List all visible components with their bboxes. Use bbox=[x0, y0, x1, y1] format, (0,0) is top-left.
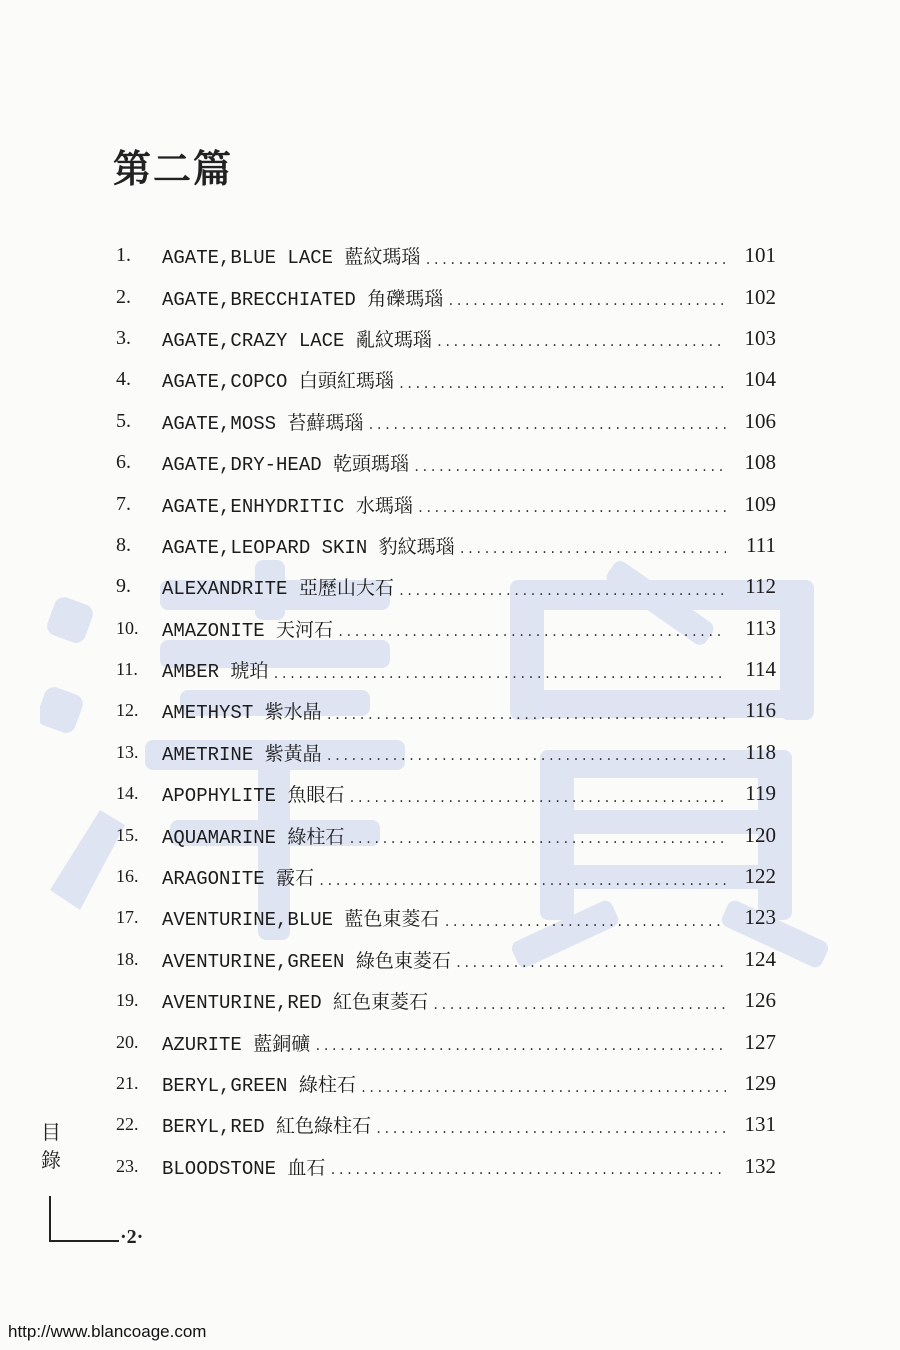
toc-entry-page: 124 bbox=[744, 946, 776, 971]
toc-entry[interactable] bbox=[116, 1104, 776, 1145]
toc-entry-number: 22. bbox=[116, 1114, 139, 1135]
toc-entry[interactable] bbox=[116, 690, 776, 731]
toc-entry-number: 10. bbox=[116, 617, 139, 638]
toc-entry-title: BERYL,GREEN 綠柱石 bbox=[162, 1075, 356, 1097]
toc-leader-dots bbox=[424, 253, 726, 267]
toc-entry-page: 112 bbox=[745, 574, 776, 599]
toc-entry[interactable] bbox=[116, 318, 776, 359]
toc-entry-number: 12. bbox=[116, 700, 139, 721]
toc-entry-title: ARAGONITE 霰石 bbox=[162, 868, 315, 891]
toc-entry-page: 119 bbox=[745, 781, 776, 806]
toc-entry-title: AGATE,BLUE LACE 藍紋瑪瑙 bbox=[162, 247, 421, 270]
toc-entry-title: BLOODSTONE 血石 bbox=[162, 1157, 326, 1180]
toc-entry[interactable] bbox=[116, 483, 776, 524]
toc-entry-number: 7. bbox=[116, 492, 131, 515]
toc-leader-dots bbox=[398, 584, 726, 598]
side-label-char: 錄 bbox=[41, 1148, 61, 1172]
toc-leader-dots bbox=[367, 418, 726, 432]
toc-entry-page: 111 bbox=[746, 532, 776, 557]
toc-entry-title: AGATE,COPCO 白頭紅瑪瑙 bbox=[162, 371, 394, 394]
toc-entry[interactable] bbox=[116, 980, 776, 1021]
toc-entry-number: 15. bbox=[116, 824, 139, 845]
toc-entry-title: AMAZONITE 天河石 bbox=[162, 619, 334, 642]
toc-entry-number: 11. bbox=[116, 659, 138, 680]
toc-entry-number: 13. bbox=[116, 741, 139, 762]
toc-leader-dots bbox=[455, 956, 726, 970]
toc-entry-page: 108 bbox=[744, 450, 776, 475]
toc-leader-dots bbox=[413, 460, 726, 474]
toc-entry[interactable] bbox=[116, 442, 776, 483]
side-label-char: 目 bbox=[41, 1120, 61, 1144]
toc-entry[interactable] bbox=[116, 235, 776, 276]
page-number: ·2· bbox=[120, 1226, 144, 1248]
toc-entry-number: 6. bbox=[116, 451, 131, 474]
toc-entry-page: 132 bbox=[744, 1153, 776, 1178]
toc-entry-page: 109 bbox=[744, 491, 776, 516]
toc-entry-title: AVENTURINE,GREEN 綠色東菱石 bbox=[162, 950, 451, 973]
toc-entry[interactable] bbox=[116, 732, 776, 773]
toc-entry-title: AGATE,CRAZY LACE 亂紋瑪瑙 bbox=[162, 329, 432, 352]
toc-leader-dots bbox=[272, 667, 726, 681]
toc-entry-page: 103 bbox=[744, 325, 776, 350]
toc-entry-number: 20. bbox=[116, 1031, 139, 1052]
toc-entry-page: 113 bbox=[745, 615, 776, 640]
toc-entry-page: 101 bbox=[744, 243, 776, 268]
toc-entry-number: 9. bbox=[116, 575, 131, 598]
toc-entry-page: 114 bbox=[745, 657, 776, 682]
toc-entry-title: AGATE,DRY-HEAD 乾頭瑪瑙 bbox=[162, 454, 410, 477]
toc-entry-number: 14. bbox=[116, 783, 139, 804]
toc-leader-dots bbox=[398, 377, 726, 391]
toc-leader-dots bbox=[348, 832, 726, 846]
toc-entry-number: 16. bbox=[116, 866, 139, 887]
toc-leader-dots bbox=[432, 998, 726, 1012]
toc-entry[interactable] bbox=[116, 939, 776, 980]
toc-entry[interactable] bbox=[116, 1146, 776, 1187]
toc-leader-dots bbox=[314, 1039, 726, 1053]
toc-entry[interactable] bbox=[116, 525, 776, 566]
toc-entry-title: AGATE,ENHYDRITIC 水瑪瑙 bbox=[162, 495, 413, 518]
toc-entry-page: 131 bbox=[744, 1112, 776, 1137]
corner-rule-vertical bbox=[49, 1196, 51, 1242]
toc-entry-page: 116 bbox=[745, 698, 776, 723]
toc-entry-page: 122 bbox=[744, 864, 776, 889]
toc-entry-title: AGATE,LEOPARD SKIN 豹紋瑪瑙 bbox=[162, 536, 455, 559]
toc-entry-page: 106 bbox=[744, 408, 776, 433]
toc-leader-dots bbox=[375, 1122, 726, 1136]
toc-entry-page: 127 bbox=[744, 1029, 776, 1054]
toc-entry[interactable] bbox=[116, 814, 776, 855]
toc-leader-dots bbox=[447, 294, 726, 308]
toc-entry-number: 17. bbox=[116, 907, 139, 928]
toc-entry[interactable] bbox=[116, 359, 776, 400]
toc-entry-page: 102 bbox=[744, 284, 776, 309]
toc-entry-page: 126 bbox=[744, 988, 776, 1013]
toc-entry-title: ALEXANDRITE 亞歷山大石 bbox=[162, 578, 394, 601]
toc-leader-dots bbox=[329, 1163, 726, 1177]
toc-leader-dots bbox=[436, 335, 726, 349]
toc-leader-dots bbox=[337, 625, 726, 639]
toc-entry-title: AVENTURINE,BLUE 藍色東菱石 bbox=[162, 909, 440, 932]
toc-entry-page: 104 bbox=[744, 367, 776, 392]
toc-entry-number: 2. bbox=[116, 285, 131, 308]
toc-leader-dots bbox=[417, 501, 726, 515]
toc-entry-page: 123 bbox=[744, 905, 776, 930]
toc-entry-number: 19. bbox=[116, 990, 139, 1011]
toc-entry[interactable] bbox=[116, 1063, 776, 1104]
toc-entry-title: AGATE,BRECCHIATED 角礫瑪瑙 bbox=[162, 288, 444, 311]
toc-entry-number: 5. bbox=[116, 409, 131, 432]
toc-entry[interactable] bbox=[116, 649, 776, 690]
corner-rule-horizontal bbox=[49, 1240, 119, 1242]
side-label-contents bbox=[38, 1118, 64, 1174]
toc-entry-number: 23. bbox=[116, 1155, 139, 1176]
toc-leader-dots bbox=[443, 915, 726, 929]
toc-entry-number: 4. bbox=[116, 368, 131, 391]
toc-entry-title: BERYL,RED 紅色綠柱石 bbox=[162, 1116, 372, 1139]
toc-entry-title: AGATE,MOSS 苔蘚瑪瑙 bbox=[162, 412, 364, 435]
toc-leader-dots bbox=[348, 791, 726, 805]
toc-entry-title: APOPHYLITE 魚眼石 bbox=[162, 785, 345, 808]
toc-entry[interactable] bbox=[116, 856, 776, 897]
table-of-contents bbox=[116, 235, 776, 1187]
toc-entry[interactable] bbox=[116, 566, 776, 607]
toc-entry-title: AZURITE 藍銅礦 bbox=[162, 1033, 311, 1056]
toc-entry-number: 3. bbox=[116, 326, 131, 349]
toc-entry-title: AMBER 琥珀 bbox=[162, 661, 269, 684]
toc-entry-number: 21. bbox=[116, 1073, 139, 1093]
toc-entry-title: AMETHYST 紫水晶 bbox=[162, 702, 322, 725]
toc-entry-title: AQUAMARINE 綠柱石 bbox=[162, 826, 345, 849]
toc-leader-dots bbox=[326, 749, 726, 763]
toc-entry-page: 129 bbox=[744, 1071, 776, 1095]
source-url[interactable]: http://www.blancoage.com bbox=[8, 1322, 207, 1341]
part-heading: 第二篇 bbox=[113, 147, 234, 191]
toc-entry-title: AMETRINE 紫黃晶 bbox=[162, 743, 322, 766]
toc-entry-number: 1. bbox=[116, 244, 131, 267]
toc-entry-title: AVENTURINE,RED 紅色東菱石 bbox=[162, 992, 429, 1015]
toc-leader-dots bbox=[318, 874, 726, 888]
toc-entry[interactable] bbox=[116, 608, 776, 649]
toc-entry-number: 8. bbox=[116, 533, 131, 556]
toc-entry[interactable] bbox=[116, 276, 776, 317]
toc-entry-number: 18. bbox=[116, 948, 139, 969]
toc-entry[interactable] bbox=[116, 1021, 776, 1062]
toc-leader-dots bbox=[360, 1081, 726, 1095]
toc-entry-page: 118 bbox=[745, 739, 776, 764]
toc-leader-dots bbox=[326, 708, 726, 722]
toc-entry[interactable] bbox=[116, 897, 776, 938]
toc-leader-dots bbox=[459, 542, 726, 556]
toc-entry[interactable] bbox=[116, 773, 776, 814]
toc-entry[interactable] bbox=[116, 401, 776, 442]
toc-entry-page: 120 bbox=[744, 822, 776, 847]
